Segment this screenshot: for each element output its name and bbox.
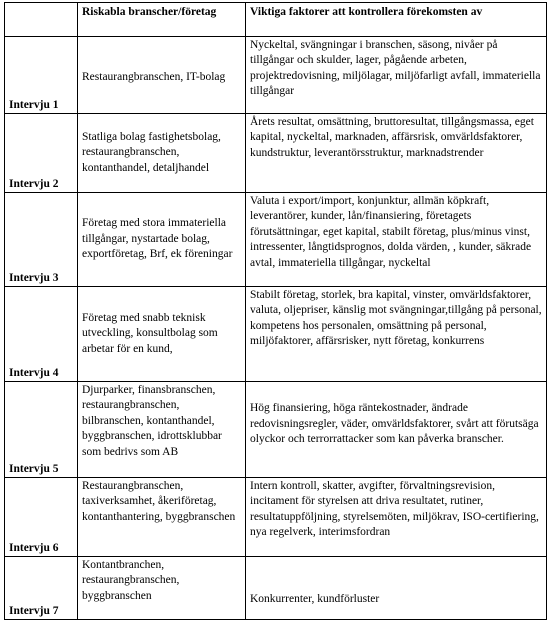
- row-label: Intervju 6: [5, 478, 78, 557]
- interview-table: [4, 2, 547, 620]
- row-label: Intervju 1: [5, 37, 78, 114]
- branscher-cell: Företag med stora immateriella tillgångar, nystartade bolag, exportföretag, Brf, ek föreningar: [78, 193, 246, 287]
- header-branscher: Riskabla branscher/företag: [78, 3, 246, 37]
- header-faktorer: Viktiga faktorer att kontrollera förekomsten av: [246, 3, 547, 37]
- faktorer-cell: Stabilt företag, storlek, bra kapital, vinster, omvärldsfaktorer, valuta, oljepriser, känslig mot svängningar,tillgång på personal, kompetens hos personalen, omsättning på personal, miljöfaktorer, affärsrisker, nytt företag, konkurrens: [246, 287, 547, 382]
- row-label: Intervju 5: [5, 382, 78, 478]
- faktorer-cell: Valuta i export/import, konjunktur, allmän köpkraft, leverantörer, kunder, lån/finansiering, företagets förutsättningar, eget kapital, stabilt företag, plus/minus vinst, intressenter, långtidsprognos, dolda värden, , kunder, säkrade avtal, immateriella tillgångar, nyckeltal: [246, 193, 547, 287]
- branscher-cell: Kontantbranchen, restaurangbranschen, byggbranschen: [78, 557, 246, 620]
- faktorer-cell: Intern kontroll, skatter, avgifter, förvaltningsrevision, incitament för styrelsen att driva resultatet, rutiner, resultatuppföljning, styrelsemöten, miljökrav, ISO-certifiering, nya regelverk, interimsfordran: [246, 478, 547, 557]
- branscher-cell: Företag med snabb teknisk utveckling, konsultbolag som arbetar för en kund,: [78, 287, 246, 382]
- table-row: [5, 193, 547, 287]
- header-empty-cell: [5, 3, 78, 37]
- row-label: Intervju 3: [5, 193, 78, 287]
- faktorer-cell: Konkurrenter, kundförluster: [246, 557, 547, 620]
- table-row: [5, 382, 547, 478]
- row-label: Intervju 7: [5, 557, 78, 620]
- faktorer-cell: Nyckeltal, svängningar i branschen, säsong, nivåer på tillgångar och skulder, lager, pågående arbeten, projektredovisning, miljölagar, miljöfarligt avfall, immateriella tillgångar: [246, 37, 547, 114]
- table-row: [5, 37, 547, 114]
- branscher-cell: Statliga bolag fastighetsbolag, restaurangbranschen, kontanthandel, detaljhandel: [78, 114, 246, 193]
- branscher-cell: Djurparker, finansbranschen, restaurangbranschen, bilbranschen, kontanthandel, byggbranschen, idrottsklubbar som bedrivs som AB: [78, 382, 246, 478]
- branscher-cell: Restaurangbranschen, taxiverksamhet, åkeriföretag, kontanthantering, byggbranschen: [78, 478, 246, 557]
- row-label: Intervju 4: [5, 287, 78, 382]
- faktorer-cell: Årets resultat, omsättning, bruttoresultat, tillgångsmassa, eget kapital, nyckeltal, marknaden, affärsrisk, omvärldsfaktorer, kundstruktur, leverantörsstruktur, marknadstrender: [246, 114, 547, 193]
- row-label: Intervju 2: [5, 114, 78, 193]
- table-row: [5, 114, 547, 193]
- table-row: [5, 478, 547, 557]
- header-row: [5, 3, 547, 37]
- faktorer-cell: Hög finansiering, höga räntekostnader, ändrade redovisningsregler, väder, omvärldsfaktorer, svårt att förutsäga olyckor och terrorrattacker som kan påverka branscher.: [246, 382, 547, 478]
- table-row: [5, 287, 547, 382]
- branscher-cell: Restaurangbranschen, IT-bolag: [78, 37, 246, 114]
- table-row: [5, 557, 547, 620]
